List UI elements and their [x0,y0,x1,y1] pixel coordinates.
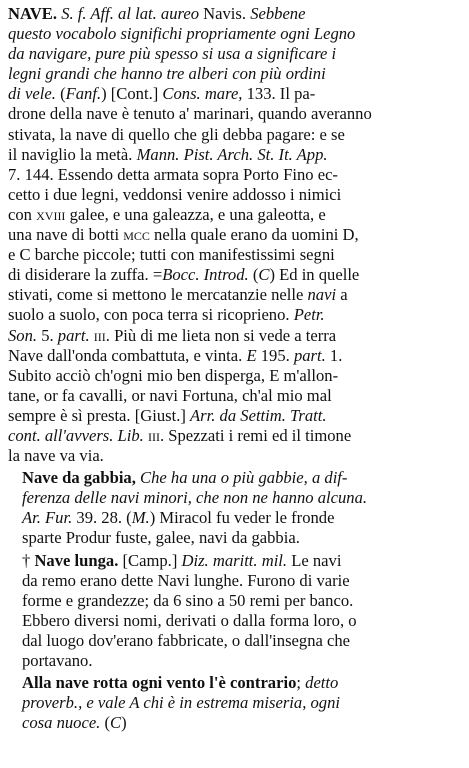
text-line: la nave va via. [8,446,104,466]
text-line: Nave dall'onda combattuta, e vinta. E 195. part. 1. [8,345,343,365]
text-line: ferenza delle navi minori, che non ne hanno alcuna. [22,488,368,508]
text-line: drone della nave è tenuto a' marinari, quando averanno [8,104,372,124]
text-line: portavano. [22,651,93,670]
text-line: NAVE. S. f. Aff. al lat. aureo Navis. Sebbene [8,4,306,23]
text-line: e C barche piccole; tutti con manifestissimi segni [8,245,335,265]
text-line: suolo a suolo, con poca terra si ricoprieno. Petr. [8,305,325,325]
text-line: cont. all'avvers. Lib. iii. Spezzati i remi ed il timone [8,425,352,445]
text-line: stivata, la nave di quello che gli debba pagare: e se [8,124,345,144]
text-line: stivati, come si mettono le mercatanzie nelle navi a [8,285,348,305]
text-line: Nave da gabbia, Che ha una o più gabbie, a dif- [22,468,348,488]
text-line: legni grandi che hanno tre alberi con più ordini [8,64,326,84]
entry-nave-lunga [8,551,461,672]
text-line: Ebbero diversi nomi, derivati o dalla forma loro, o [22,610,357,630]
text-line: di vele. (Fanf.) [Cont.] Cons. mare, 133. Il pa- [8,84,316,104]
text-line: sempre è sì presta. [Giust.] Arr. da Settim. Tratt. [8,405,327,425]
text-line: Ar. Fur. 39. 28. (M.) Miracol fu veder le fronde [22,508,335,528]
text-line: cosa nuoce. (C) [22,713,127,733]
text-line: 7. 144. Essendo detta armata sopra Porto Fino ec- [8,164,338,184]
text-line: di disiderare la zuffa. =Bocc. Introd. (C) Ed in quelle [8,265,360,285]
text-line: forme e grandezze; da 6 sino a 50 remi per banco. [22,590,354,610]
text-line: da navigare, pure più spesso si usa a significare i [8,44,337,64]
text-line: † Nave lunga. [Camp.] Diz. maritt. mil. Le navi [22,550,342,570]
entry-nave-da-gabbia [8,468,461,548]
text-line: da remo erano dette Navi lunghe. Furono di varie [22,570,350,590]
text-line: proverb., e vale A chi è in estrema miseria, ogni [22,693,340,713]
entry-nave [8,4,461,466]
entry-alla-nave-rotta [8,673,461,733]
text-line: una nave di botti mcc nella quale erano da uomini D, [8,225,359,245]
text-line: sparte Produr fuste, galee, navi da gabbia. [22,528,300,548]
text-line: tane, or fa cavalli, or navi Fortuna, ch'al mio mal [8,385,332,405]
text-line: questo vocabolo significhi propriamente ogni Legno [8,24,356,44]
text-line: Subito acciò ch'ogni mio ben disperga, E m'allon- [8,365,339,385]
text-line: dal luogo dov'erano fabbricate, o dall'insegna che [22,630,351,650]
text-line: Alla nave rotta ogni vento l'è contrario; detto [22,673,339,693]
text-line: cetto i due legni, veddonsi venire addosso i nimici [8,184,342,204]
text-line: il naviglio la metà. Mann. Pist. Arch. St. It. App. [8,144,328,164]
text-line: con xviii galee, e una galeazza, e una galeotta, e [8,204,326,224]
text-line: Son. 5. part. iii. Più di me lieta non si vede a terra [8,325,337,345]
